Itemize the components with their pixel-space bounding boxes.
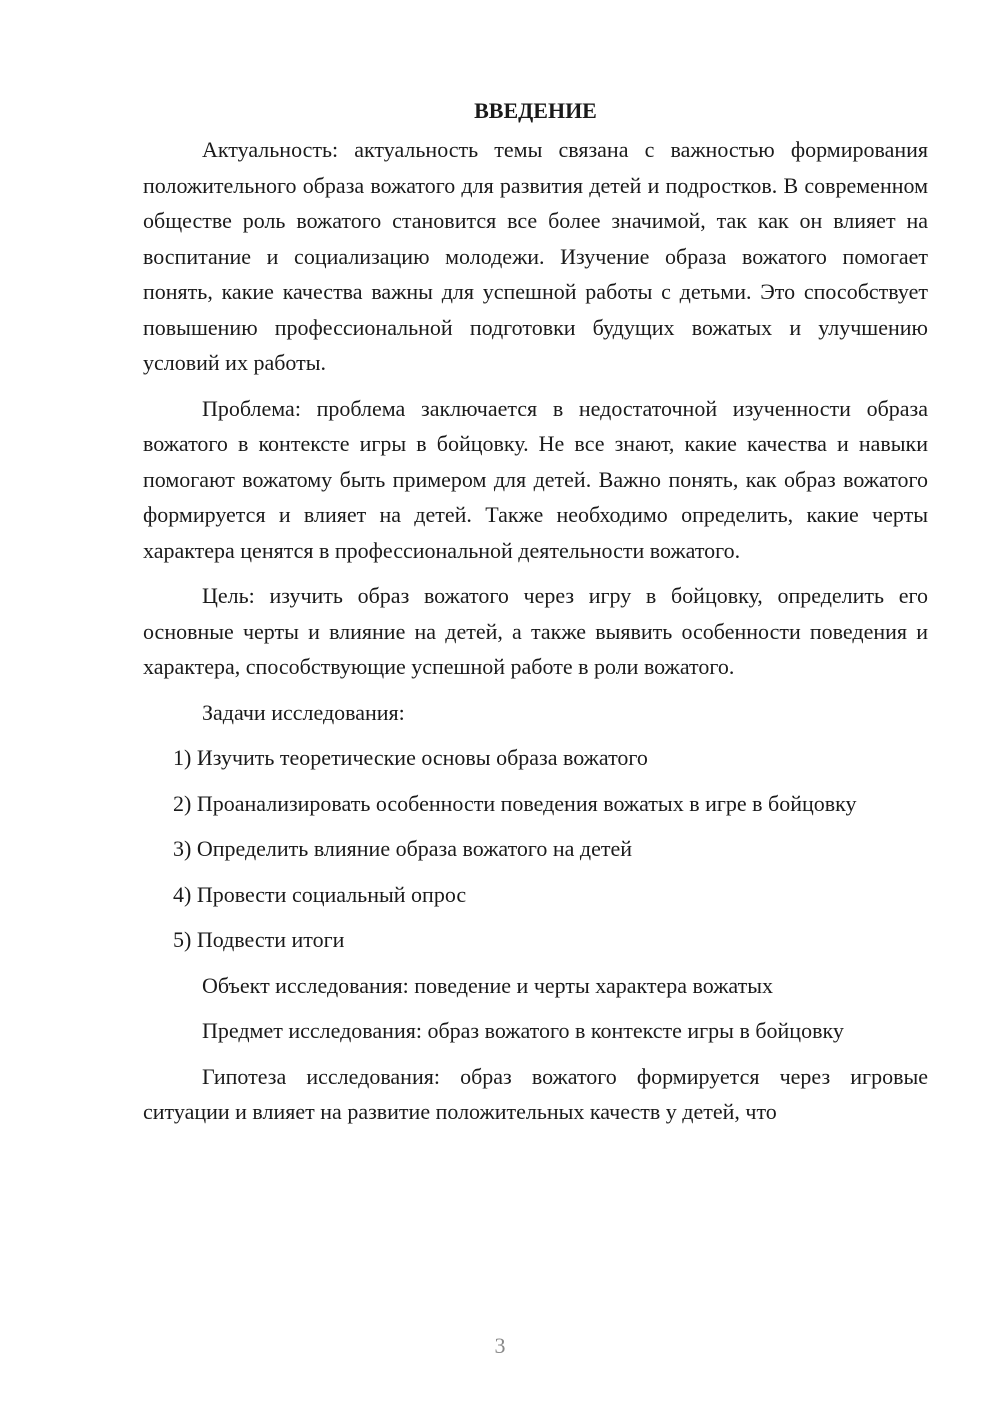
task-item: 5) Подвести итоги: [173, 927, 345, 952]
task-item: 4) Провести социальный опрос: [173, 881, 467, 907]
problem-paragraph: Проблема: проблема заключается в недостаточной изученности образа вожатого в контексте игры в бойцовку. Не все знают, какие качества и навыки помогают вожатому быть примером для детей. Важно понять, как образ вожатого формируется и влияет на детей. Также необходимо определить, какие черты характера ценятся в профессиональной деятельности вожатого.: [143, 395, 928, 563]
task-item: 1) Изучить теоретические основы образа вожатого: [173, 745, 648, 770]
hypothesis-paragraph: Гипотеза исследования: образ вожатого формируется через игровые ситуации и влияет на развитие положительных качеств у детей, что: [143, 1063, 928, 1124]
section-heading: ВВЕДЕНИЕ: [474, 98, 597, 123]
task-item: 3) Определить влияние образа вожатого на детей: [173, 836, 633, 861]
tasks-list: [143, 740, 928, 958]
document-page: [143, 93, 928, 1130]
subject-paragraph: Предмет исследования: образ вожатого в контексте игры в бойцовку: [202, 1018, 844, 1043]
tasks-title: Задачи исследования:: [202, 699, 405, 725]
relevance-paragraph: Актуальность: актуальность темы связана с важностью формирования положительного образа вожатого для развития детей и подростков. В современном обществе роль вожатого становится все более значимой, так как он влияет на воспитание и социализацию молодежи. Изучение образа вожатого помогает понять, какие качества важны для успешной работы с детьми. Это способствует повышению профессиональной подготовки будущих вожатых и улучшению условий их работы.: [143, 137, 928, 375]
goal-paragraph: Цель: изучить образ вожатого через игру в бойцовку, определить его основные черты и влияние на детей, а также выявить особенности поведения и характера, способствующие успешной работе в роли вожатого.: [143, 583, 928, 679]
object-paragraph: Объект исследования: поведение и черты характера вожатых: [202, 972, 774, 998]
task-item: 2) Проанализировать особенности поведения вожатых в игре в бойцовку: [173, 790, 857, 816]
page-number: 3: [494, 1333, 506, 1358]
